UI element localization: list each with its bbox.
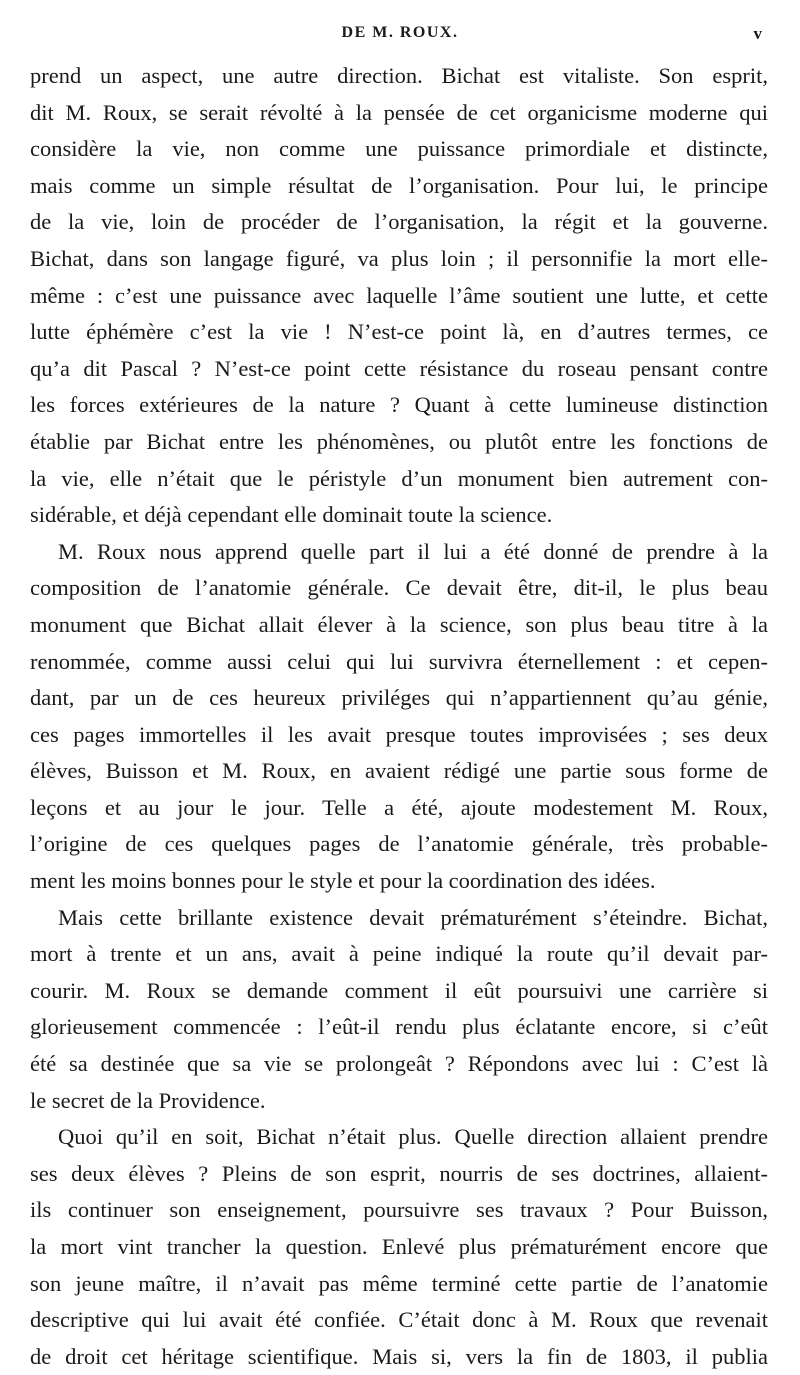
text-line: dant, par un de ces heureux priviléges qui n’appartiennent qu’au génie, bbox=[30, 685, 768, 711]
text-line: dit M. Roux, se serait révolté à la pensée de cet organicisme moderne qui bbox=[30, 99, 768, 125]
text-line: son jeune maître, il n’avait pas même terminé cette partie de l’anatomie bbox=[30, 1270, 768, 1296]
text-line: ses deux élèves ? Pleins de son esprit, nourris de ses doctrines, allaient- bbox=[30, 1160, 768, 1186]
text-line: Quoi qu’il en soit, Bichat n’était plus. Quelle direction allaient prendre bbox=[58, 1124, 768, 1150]
text-line: établie par Bichat entre les phénomènes, ou plutôt entre les fonctions de bbox=[30, 428, 768, 454]
text-line: sidérable, et déjà cependant elle dominait toute la science. bbox=[30, 502, 553, 528]
text-line: M. Roux nous apprend quelle part il lui a été donné de prendre à la bbox=[58, 538, 768, 564]
body-text bbox=[30, 58, 768, 1375]
running-title: DE M. ROUX. bbox=[341, 24, 459, 41]
text-line: Bichat, dans son langage figuré, va plus loin ; il personnifie la mort elle- bbox=[30, 245, 768, 271]
text-line: monument que Bichat allait élever à la science, son plus beau titre à la bbox=[30, 611, 768, 637]
text-line: mort à trente et un ans, avait à peine indiqué la route qu’il devait par- bbox=[30, 941, 768, 967]
text-line: Mais cette brillante existence devait prématurément s’éteindre. Bichat, bbox=[58, 904, 768, 930]
text-line: considère la vie, non comme une puissance primordiale et distincte, bbox=[30, 136, 768, 162]
text-line: la mort vint trancher la question. Enlevé plus prématurément encore que bbox=[30, 1234, 768, 1259]
text-line: glorieusement commencée : l’eût-il rendu plus éclatante encore, si c’eût bbox=[30, 1014, 768, 1040]
text-line: l’origine de ces quelques pages de l’anatomie générale, très probable- bbox=[30, 831, 768, 857]
text-line: élèves, Buisson et M. Roux, en avaient rédigé une partie sous forme de bbox=[30, 758, 768, 784]
text-line: courir. M. Roux se demande comment il eût poursuivi une carrière si bbox=[30, 977, 768, 1003]
text-line: de la vie, loin de procéder de l’organisation, la régit et la gouverne. bbox=[30, 209, 768, 235]
page-number: v bbox=[753, 24, 762, 43]
running-head bbox=[0, 22, 800, 52]
text-line: la vie, elle n’était que le péristyle d’un monument bien autrement con- bbox=[30, 465, 768, 491]
text-line: le secret de la Providence. bbox=[30, 1087, 266, 1113]
text-line: descriptive qui lui avait été confiée. C’était donc à M. Roux que revenait bbox=[30, 1307, 768, 1333]
text-line: renommée, comme aussi celui qui lui survivra éternellement : et cepen- bbox=[30, 648, 768, 674]
text-line: composition de l’anatomie générale. Ce devait être, dit-il, le plus beau bbox=[30, 575, 768, 601]
text-line: les forces extérieures de la nature ? Quant à cette lumineuse distinction bbox=[30, 392, 768, 418]
text-line: ils continuer son enseignement, poursuivre ses travaux ? Pour Buisson, bbox=[30, 1197, 768, 1223]
text-line: été sa destinée que sa vie se prolongeât ? Répondons avec lui : C’est là bbox=[30, 1051, 768, 1077]
text-line: de droit cet héritage scientifique. Mais si, vers la fin de 1803, il publia bbox=[30, 1343, 768, 1369]
text-line: mais comme un simple résultat de l’organisation. Pour lui, le principe bbox=[30, 172, 768, 198]
text-line: prend un aspect, une autre direction. Bichat est vitaliste. Son esprit, bbox=[30, 63, 768, 88]
text-line: ment les moins bonnes pour le style et pour la coordination des idées. bbox=[30, 868, 656, 894]
text-line: qu’a dit Pascal ? N’est-ce point cette résistance du roseau pensant contre bbox=[30, 355, 768, 381]
text-line: lutte éphémère c’est la vie ! N’est-ce point là, en d’autres termes, ce bbox=[30, 319, 768, 345]
text-line: ces pages immortelles il les avait presque toutes improvisées ; ses deux bbox=[30, 721, 768, 747]
text-line: même : c’est une puissance avec laquelle l’âme soutient une lutte, et cette bbox=[30, 282, 768, 308]
text-line: leçons et au jour le jour. Telle a été, ajoute modestement M. Roux, bbox=[30, 794, 768, 820]
